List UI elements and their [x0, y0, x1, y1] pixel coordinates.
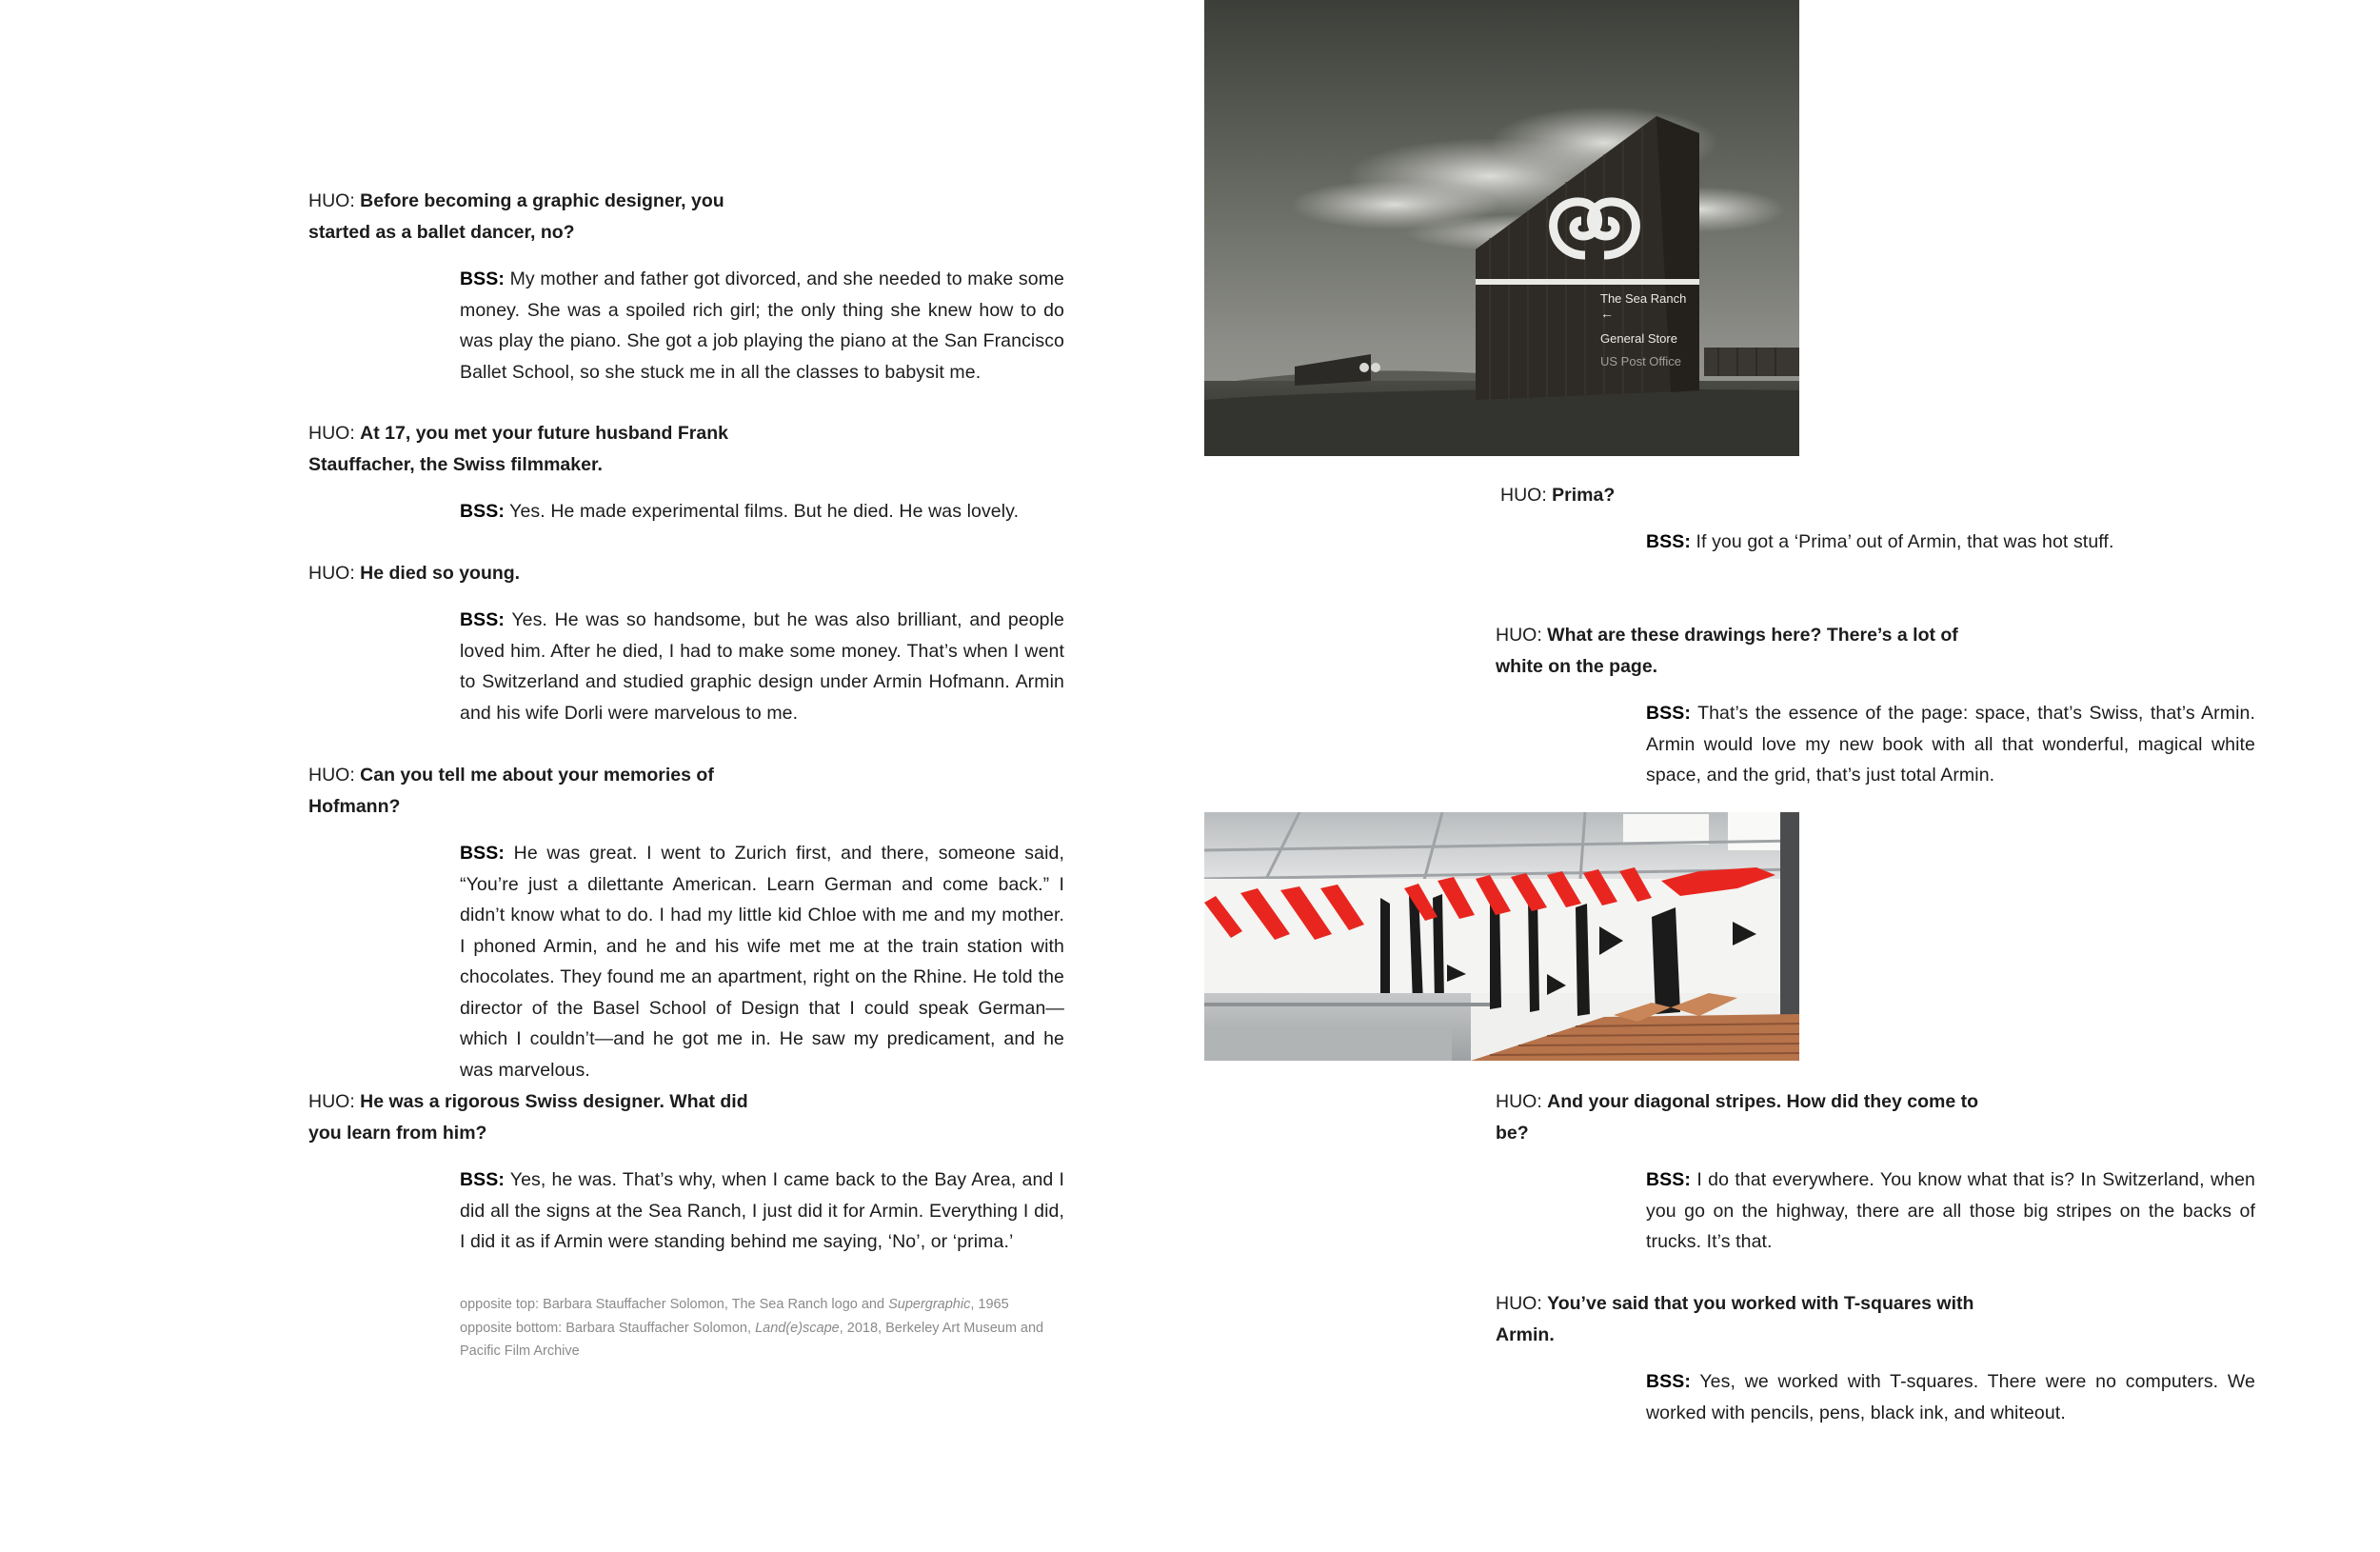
answer-text: If you got a ‘Prima’ out of Armin, that was hot stuff. [1696, 531, 2114, 552]
answer-6 [1646, 527, 2255, 558]
answer-text: He was great. I went to Zurich first, and there, someone said, “You’re just a dilettante American. Learn German and come back.” I didn’t know what to do. I had my little kid Chloe with me and my mother. I phoned Armin, and he and his wife met me at the train station with chocolates. They found me an apartment, right on the Rhine. He told the director of the Basel School of Design that I could speak German—which I couldn’t—and he got me in. He saw my predicament, and he was marvelous. [460, 843, 1064, 1081]
answer-5 [460, 1164, 1064, 1258]
bss-label: BSS: [1646, 1371, 1691, 1392]
answer-7 [1646, 698, 2255, 791]
question-text: He died so young. [360, 563, 521, 584]
sign-text [1600, 290, 1686, 370]
question-text: Before becoming a graphic designer, you started as a ballet dancer, no? [308, 190, 724, 243]
question-3 [308, 558, 784, 589]
bss-label: BSS: [1646, 703, 1691, 724]
question-5 [308, 1086, 784, 1148]
huo-label: HUO: [1500, 485, 1547, 506]
question-text: He was a rigorous Swiss designer. What did you learn from him? [308, 1091, 748, 1144]
caption-line-1 [460, 1293, 1060, 1317]
landescape-photo-image [1204, 812, 1799, 1061]
answer-text: Yes, he was. That’s why, when I came back to the Bay Area, and I did all the signs at the Sea Ranch, I just did it for Armin. Everything I did, I did it as if Armin were standing behind me saying, ‘No’, or ‘prima.’ [460, 1169, 1064, 1252]
answer-text: That’s the essence of the page: space, that’s Swiss, that’s Armin. Armin would love my new book with all that wonderful, magical white space, and the grid, that’s just total Armin. [1646, 703, 2255, 786]
question-7 [1496, 620, 1981, 682]
sea-ranch-photo-image [1204, 0, 1799, 456]
sign-line-3: US Post Office [1600, 354, 1682, 368]
question-text: At 17, you met your future husband Frank Stauffacher, the Swiss filmmaker. [308, 423, 728, 475]
answer-text: Yes. He made experimental films. But he died. He was lovely. [509, 501, 1020, 522]
bss-label: BSS: [460, 501, 505, 522]
answer-3 [460, 605, 1064, 728]
caption-line-2 [460, 1317, 1060, 1363]
bss-label: BSS: [460, 1169, 505, 1190]
question-text: What are these drawings here? There’s a lot of white on the page. [1496, 625, 1958, 677]
bss-label: BSS: [460, 843, 505, 864]
answer-text: Yes. He was so handsome, but he was also brilliant, and people loved him. After he died, I had to make some money. That’s when I went to Switzerland and studied graphic design under Armin Hofmann. Armin and his wife Dorli were marvelous to me. [460, 609, 1064, 724]
caption-text: , 2018, Berkeley Art Museum and Pacific Film Archive [460, 1320, 1044, 1359]
bss-label: BSS: [460, 269, 505, 289]
caption-text: opposite bottom: Barbara Stauffacher Solomon, [460, 1320, 756, 1336]
answer-9 [1646, 1366, 2255, 1428]
answer-text: I do that everywhere. You know what that is? In Switzerland, when you go on the highway, there are all those big stripes on the backs of trucks. It’s that. [1646, 1169, 2255, 1252]
huo-label: HUO: [1496, 1091, 1542, 1112]
huo-label: HUO: [308, 190, 355, 211]
huo-label: HUO: [308, 563, 355, 584]
huo-label: HUO: [308, 765, 355, 786]
answer-4 [460, 838, 1064, 1085]
caption-text: , 1965 [970, 1297, 1009, 1312]
huo-label: HUO: [308, 1091, 355, 1112]
huo-label: HUO: [1496, 1293, 1542, 1314]
question-text: Can you tell me about your memories of Hofmann? [308, 765, 714, 817]
sign-arrow-icon: ← [1600, 306, 1614, 321]
question-text: And your diagonal stripes. How did they come to be? [1496, 1091, 1979, 1144]
answer-1 [460, 264, 1064, 388]
question-9 [1496, 1288, 1981, 1350]
answer-2 [460, 496, 1064, 527]
caption-title: Supergraphic [888, 1297, 971, 1312]
caption-title: Land(e)scape [755, 1320, 840, 1336]
landescape-photo [1204, 812, 1799, 1061]
question-text: You’ve said that you worked with T-squares with Armin. [1496, 1293, 1974, 1345]
caption-text: opposite top: Barbara Stauffacher Solomon, The Sea Ranch logo and [460, 1297, 889, 1312]
sign-line-2: General Store [1600, 331, 1677, 346]
image-caption [460, 1293, 1060, 1363]
huo-label: HUO: [1496, 625, 1542, 646]
question-4 [308, 760, 784, 822]
question-text: Prima? [1552, 485, 1616, 506]
answer-text: My mother and father got divorced, and she needed to make some money. She was a spoiled rich girl; the only thing she knew how to do was play the piano. She got a job playing the piano at the San Francisco Ballet School, so she stuck me in all the classes to babysit me. [460, 269, 1064, 383]
question-6 [1500, 480, 1976, 511]
sea-ranch-photo [1204, 0, 1799, 456]
sign-line-1: The Sea Ranch [1600, 291, 1687, 306]
answer-text: Yes, we worked with T-squares. There were no computers. We worked with pencils, pens, black ink, and whiteout. [1646, 1371, 2255, 1423]
question-8 [1496, 1086, 1981, 1148]
bss-label: BSS: [1646, 531, 1691, 552]
question-2 [308, 418, 784, 480]
bss-label: BSS: [1646, 1169, 1691, 1190]
answer-8 [1646, 1164, 2255, 1258]
bss-label: BSS: [460, 609, 505, 630]
question-1 [308, 186, 784, 248]
huo-label: HUO: [308, 423, 355, 444]
